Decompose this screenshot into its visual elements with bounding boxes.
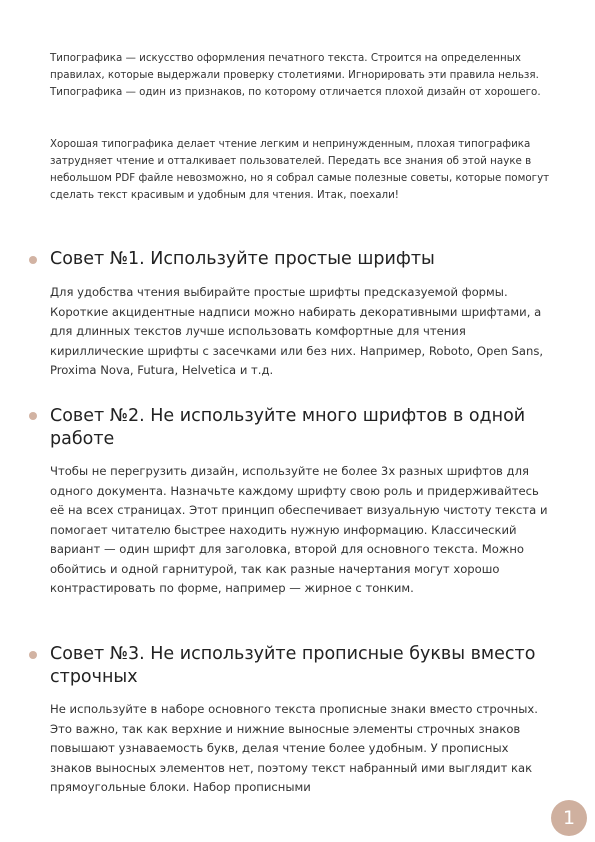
tip-1-body: Для удобства чтения выбирайте простые шрифты предсказуемой формы. Короткие акцидентные надписи можно набирать декоративными шрифтами, а для длинных текстов лучше использовать комфортные для чтения кириллические шрифты с засечками или без них. Например, Roboto, Open Sans, Proxima Nova, Futura, Helvetica и т.д.	[50, 285, 544, 377]
tip-1-bullet-icon	[29, 256, 37, 264]
page-number-badge: 1	[551, 800, 587, 836]
tip-1-title: Совет №1. Используйте простые шрифты	[50, 249, 435, 269]
tip-2-body: Чтобы не перегрузить дизайн, используйте не более 3х разных шрифтов для одного документа. Назначьте каждому шрифту свою роль и придерживайтесь её на всех страницах. Этот принцип обеспечивает визуальную чистоту текста и помогает читателю быстрее находить нужную информацию. Классический вариант — один шрифт для заголовка, второй для основного текста. Можно обойтись и одной гарнитурой, так как разные начертания могут хорошо контрастировать по форме, например — жирное с тонким.	[50, 464, 548, 595]
intro-paragraph-2: Хорошая типографика делает чтение легким и непринужденным, плохая типографика затрудняет чтение и отталкивает пользователей. Передать все знания об этой науке в небольшом PDF файле невозможно, но я собрал самые полезные советы, которые помогут сделать текст красивым и удобным для чтения. Итак, поехали!	[50, 138, 550, 201]
tip-2-bullet-icon	[29, 412, 37, 420]
tip-2-title: Совет №2. Не используйте много шрифтов в одной работе	[50, 406, 526, 449]
tip-3-body: Не используйте в наборе основного текста прописные знаки вместо строчных. Это важно, так как верхние и нижние выносные элементы строчных знаков повышают узнаваемость букв, делая чтение более удобным. У прописных знаков выносных элементов нет, поэтому текст набранный ими выглядит как прямоугольные блоки. Набор прописными	[50, 702, 538, 794]
tip-3-bullet-icon	[29, 651, 37, 659]
intro-paragraph-1: Типографика — искусство оформления печатного текста. Строится на определенных правилах, которые выдержали проверку столетиями. Игнорировать эти правила нельзя. Типографика — один из признаков, по которому отличается плохой дизайн от хорошего.	[50, 52, 541, 98]
tip-3-title: Совет №3. Не используйте прописные буквы вместо строчных	[50, 644, 536, 687]
